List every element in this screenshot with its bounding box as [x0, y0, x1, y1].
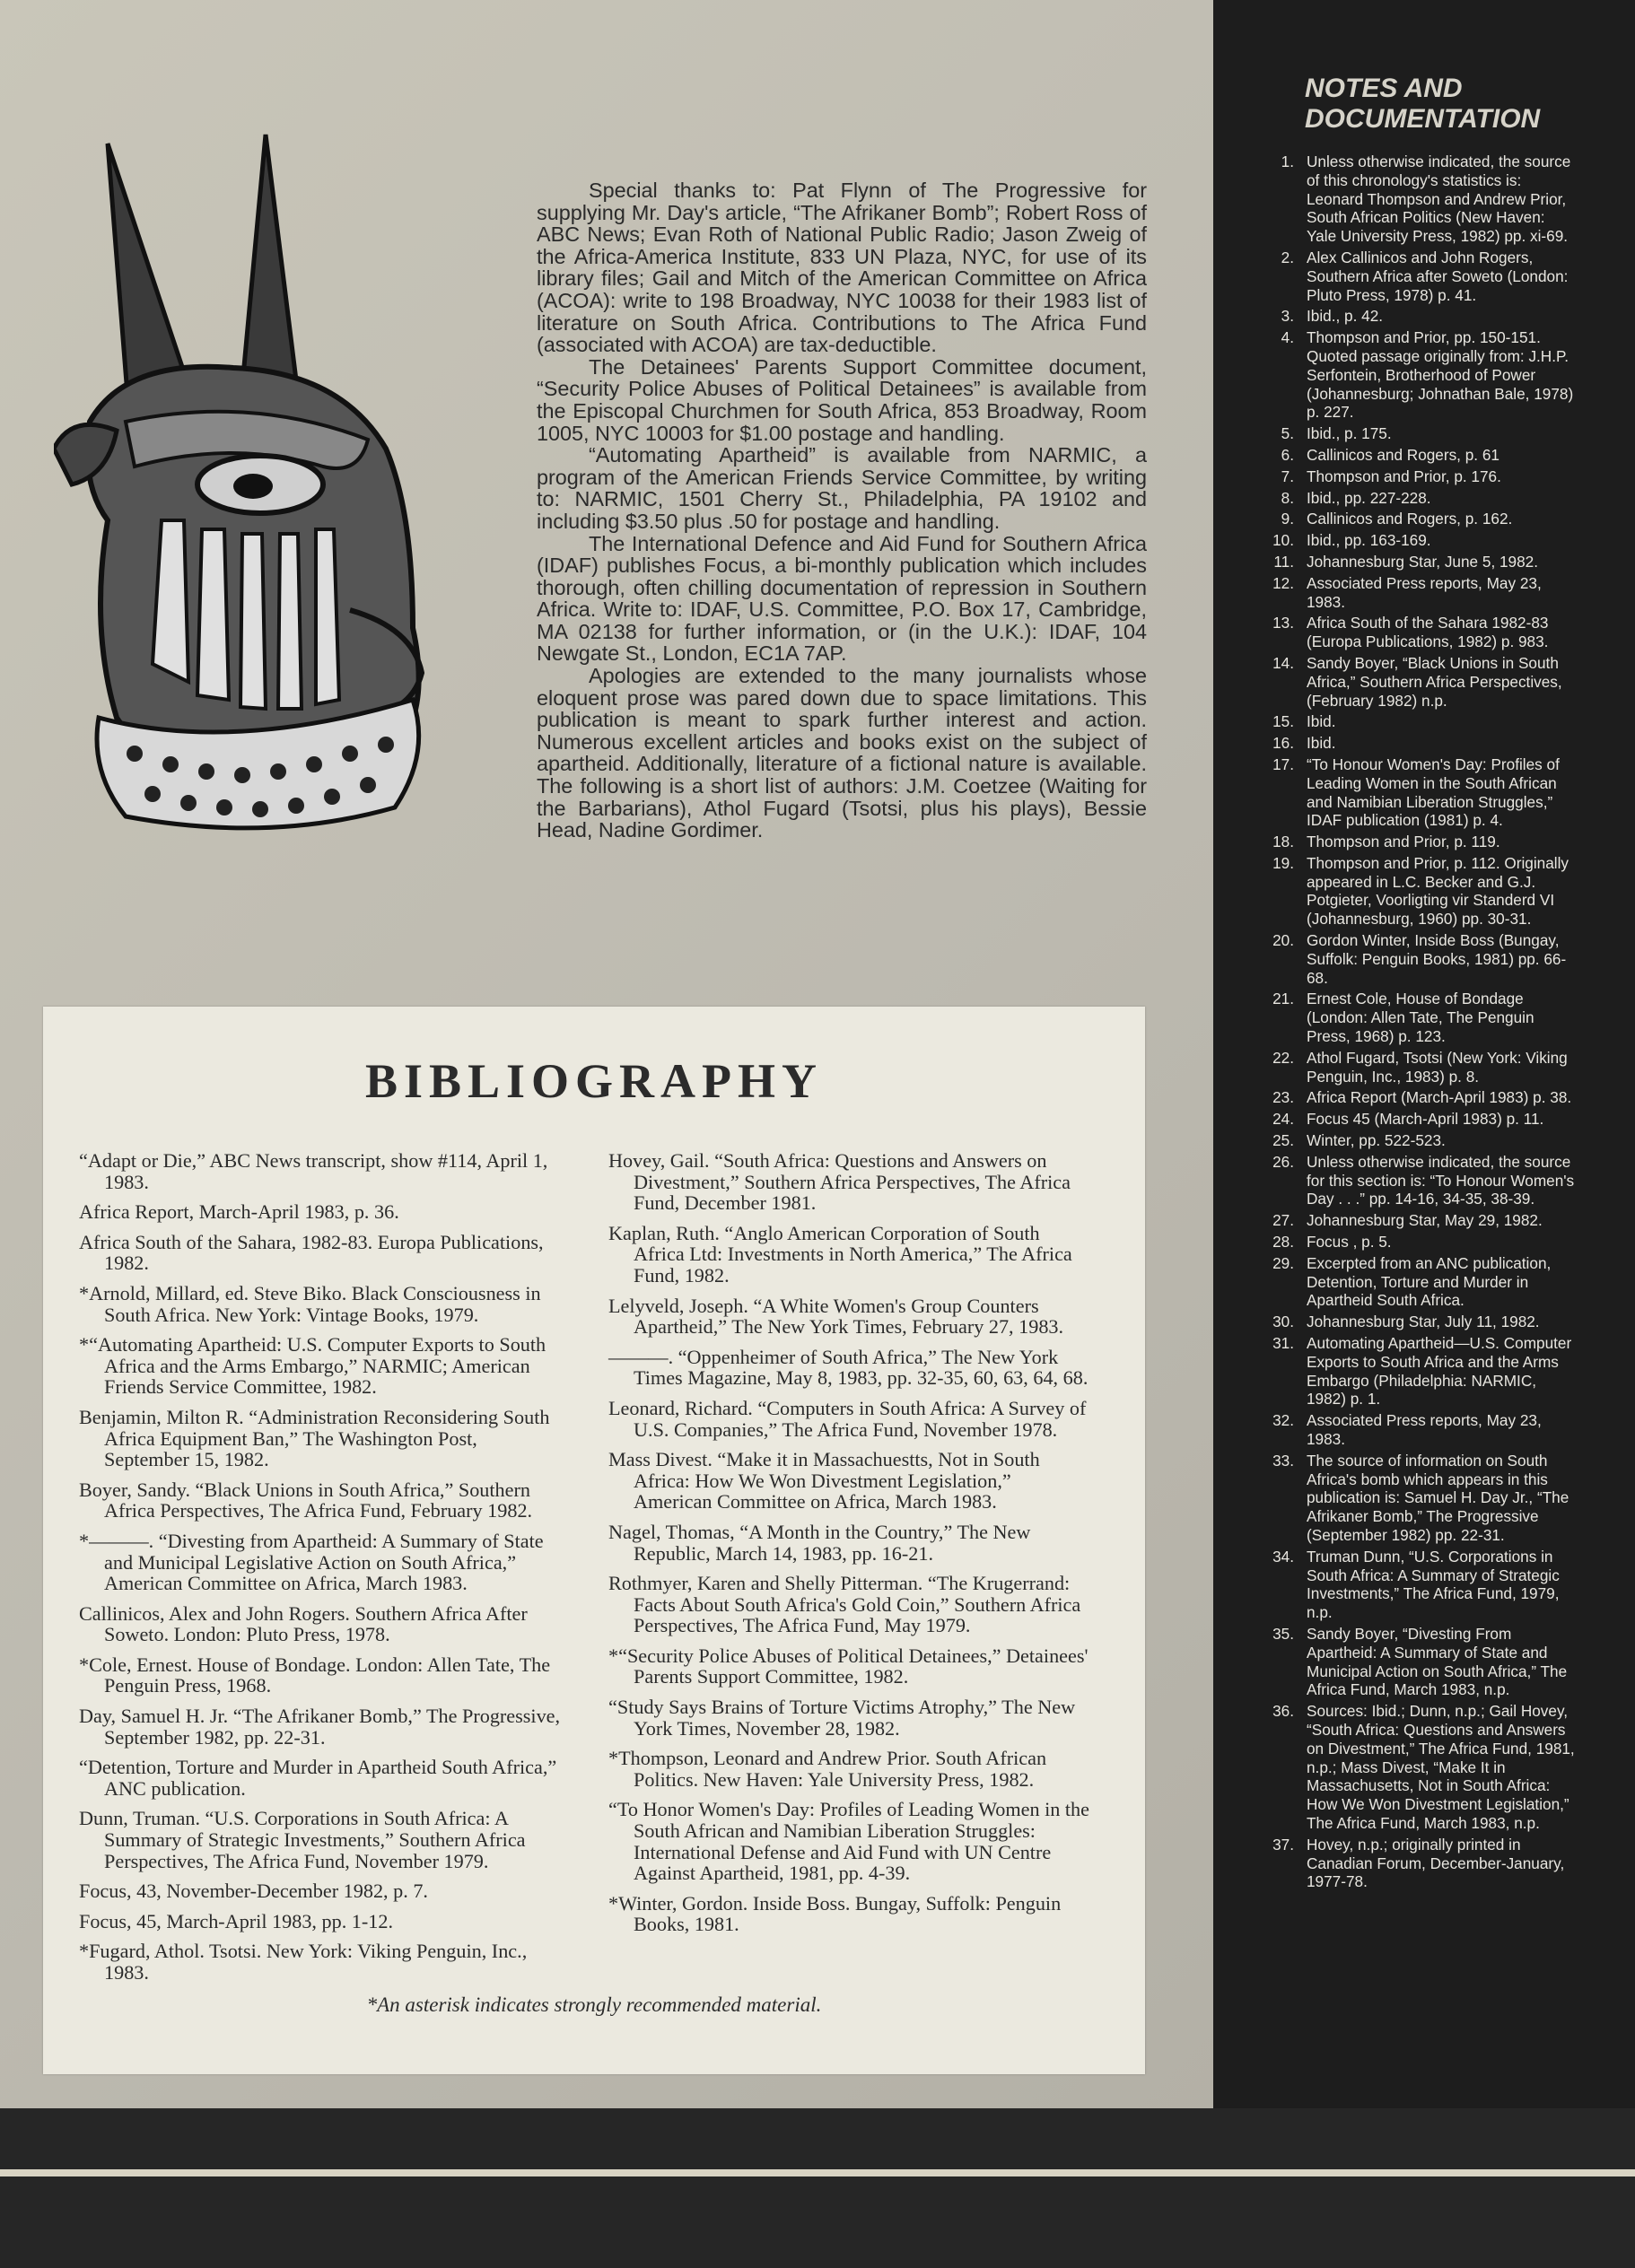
note-number: 14.	[1272, 653, 1294, 672]
bibliography-entry: Callinicos, Alex and John Rogers. Southern Africa After Soweto. London: Pluto Press, 1978.	[79, 1601, 528, 1646]
note-text: Johannesburg Star, June 5, 1982.	[1307, 552, 1539, 571]
note-number: 11.	[1273, 552, 1294, 571]
note-text: Africa South of the Sahara 1982-83 (Europa Publications, 1982) p. 983.	[1307, 614, 1549, 651]
note-text: Unless otherwise indicated, the source of this chronology's statistics is: Leonard Thompson and Andrew Prior, South African Politics (New Haven: Yale University Press, 1982) pp. xi-69.	[1307, 153, 1571, 246]
bibliography-entry: *“Security Police Abuses of Political Detainees,” Detainees' Parents Support Committee, 1982.	[608, 1644, 1089, 1688]
note-item	[1237, 489, 1578, 508]
bibliography-entry: *Cole, Ernest. House of Bondage. London: Allen Tate, The Penguin Press, 1968.	[79, 1653, 551, 1697]
note-text: Johannesburg Star, May 29, 1982.	[1307, 1211, 1543, 1230]
note-text: Associated Press reports, May 23, 1983.	[1307, 1411, 1542, 1448]
note-number: 27.	[1272, 1211, 1294, 1230]
bibliography-entry: *Winter, Gordon. Inside Boss. Bungay, Suffolk: Penguin Books, 1981.	[608, 1891, 1062, 1936]
notes-title: NOTES AND DOCUMENTATION	[1305, 74, 1541, 134]
note-item	[1237, 1110, 1578, 1129]
note-number: 25.	[1272, 1131, 1294, 1150]
note-text: Alex Callinicos and John Rogers, Southern Africa after Soweto (London: Pluto Press, 1978) p. 41.	[1307, 248, 1569, 304]
note-number: 6.	[1281, 445, 1294, 464]
note-number: 9.	[1281, 510, 1294, 528]
note-item	[1237, 1211, 1578, 1230]
thanks-paragraph: The Detainees' Parents Support Committee document, “Security Police Abuses of Political Detainees” is available from the Episcopal Churchmen for South Africa, 853 Broadway, Room 1005, NYC 10003 for $1.00 postage and handling.	[537, 354, 1147, 445]
note-number: 33.	[1272, 1451, 1294, 1470]
notes-documentation	[1237, 74, 1578, 1894]
note-item	[1237, 833, 1578, 851]
note-text: Hovey, n.p.; originally printed in Canadian Forum, December-January, 1977-78.	[1307, 1835, 1565, 1891]
bibliography-entry: “Study Says Brains of Torture Victims Atrophy,” The New York Times, November 28, 1982.	[608, 1696, 1076, 1740]
note-item	[1237, 1088, 1578, 1107]
bibliography-entry: Day, Samuel H. Jr. “The Afrikaner Bomb,” The Progressive, September 1982, pp. 22-31.	[79, 1705, 561, 1749]
note-number: 15.	[1272, 712, 1294, 731]
note-item	[1237, 1334, 1578, 1409]
note-text: Africa Report (March-April 1983) p. 38.	[1307, 1088, 1572, 1107]
note-item	[1237, 307, 1578, 326]
bibliography-panel	[43, 1007, 1145, 2074]
bibliography-entry: Mass Divest. “Make it in Massachuestts, Not in South Africa: How We Won Divestment Legislation,” American Committee on Africa, March 1983.	[608, 1448, 1040, 1513]
bibliography-entry: Nagel, Thomas, “A Month in the Country,” The New Republic, March 14, 1983, pp. 16-21.	[608, 1520, 1031, 1565]
bottom-shadow-band	[0, 2108, 1635, 2268]
note-number: 21.	[1272, 990, 1294, 1008]
page-edge-line	[0, 2169, 1635, 2176]
thanks-paragraph: Special thanks to: Pat Flynn of The Progressive for supplying Mr. Day's article, “The Afrikaner Bomb”; Robert Ross of ABC News; Evan Roth of National Public Radio; Jason Zweig of the Africa-America Institute, 833 UN Plaza, NYC, for use of its library files; Gail and Mitch of the American Committee on Africa (ACOA): write to 198 Broadway, NYC 10038 for their 1983 list of literature on South Africa. Contributions to The Africa Fund (associated with ACOA) are tax-deductible.	[537, 179, 1147, 357]
note-number: 5.	[1281, 424, 1294, 443]
note-number: 7.	[1281, 467, 1294, 485]
note-item	[1237, 1702, 1578, 1833]
bibliography-entry: *Thompson, Leonard and Andrew Prior. South African Politics. New Haven: Yale University Press, 1982.	[608, 1747, 1047, 1791]
bibliography-entry: Focus, 45, March-April 1983, pp. 1-12.	[79, 1909, 394, 1932]
note-text: Ibid., p. 175.	[1307, 424, 1392, 443]
note-number: 28.	[1272, 1233, 1294, 1252]
note-item	[1237, 712, 1578, 731]
note-item	[1237, 424, 1578, 443]
note-text: Sandy Boyer, “Black Unions in South Africa,” Southern Africa Perspectives, (February 1982) n.p.	[1307, 653, 1562, 710]
note-number: 12.	[1272, 573, 1294, 592]
note-number: 17.	[1272, 755, 1294, 773]
bibliography-entry: ———. “Oppenheimer of South Africa,” The New York Times Magazine, May 8, 1983, pp. 32-35, 60, 63, 64, 68.	[608, 1345, 1089, 1390]
note-text: Callinicos and Rogers, p. 162.	[1307, 510, 1513, 528]
note-text: Sandy Boyer, “Divesting From Apartheid: A Summary of State and Municipal Action on South Africa,” The Africa Fund, March 1983, n.p.	[1307, 1624, 1568, 1699]
thanks-paragraph: The International Defence and Aid Fund for Southern Africa (IDAF) publishes Focus, a bi-monthly publication which includes thorough, often chilling documentation of repression in Southern Africa. Write to: IDAF, U.S. Committee, P.O. Box 17, Cambridge, MA 02138 for further information, or (in the U.K.): IDAF, 104 Newgate St., London, EC1A 7AP.	[537, 531, 1147, 666]
note-number: 23.	[1272, 1088, 1294, 1107]
note-number: 31.	[1272, 1334, 1294, 1353]
note-number: 19.	[1272, 853, 1294, 872]
asterisk-footnote: *An asterisk indicates strongly recommended material.	[366, 1993, 822, 2016]
note-text: Thompson and Prior, p. 176.	[1307, 467, 1501, 485]
note-item	[1237, 1452, 1578, 1545]
note-text: Winter, pp. 522-523.	[1307, 1131, 1446, 1150]
thanks-paragraph: “Automating Apartheid” is available from NARMIC, a program of the American Friends Service Committee, by writing to: NARMIC, 1501 Cherry St., Philadelphia, PA 19102 and including $3.50 plus .50 for postage and handling.	[537, 443, 1147, 533]
bibliography-entry: “Adapt or Die,” ABC News transcript, show #114, April 1, 1983.	[79, 1149, 548, 1193]
bibliography-title: BIBLIOGRAPHY	[364, 1054, 824, 1108]
note-item	[1237, 1131, 1578, 1150]
note-item	[1237, 614, 1578, 651]
note-item	[1237, 1411, 1578, 1449]
note-number: 22.	[1272, 1048, 1294, 1067]
note-number: 1.	[1281, 153, 1294, 170]
note-number: 16.	[1272, 734, 1294, 753]
bibliography-entry: Africa South of the Sahara, 1982-83. Europa Publications, 1982.	[79, 1230, 544, 1275]
note-text: Thompson and Prior, pp. 150-151. Quoted passage originally from: J.H.P. Serfontein, Brotherhood of Power (Johannesburg; Johnathan Bale, 1978) p. 227.	[1307, 328, 1574, 422]
note-item	[1237, 1313, 1578, 1331]
bibliography-entry: *“Automating Apartheid: U.S. Computer Exports to South Africa and the Arms Embargo,” NARMIC; American Friends Service Committee, 1982.	[79, 1333, 546, 1399]
bibliography-entry: Leonard, Richard. “Computers in South Africa: A Survey of U.S. Companies,” The Africa Fund, November 1978.	[608, 1396, 1087, 1441]
note-number: 8.	[1281, 488, 1294, 507]
note-text: Callinicos and Rogers, p. 61	[1307, 445, 1499, 464]
note-item	[1237, 249, 1578, 304]
bibliography-left-column	[79, 1150, 564, 1993]
note-number: 32.	[1272, 1411, 1294, 1430]
note-item	[1237, 446, 1578, 465]
note-text: Ibid.	[1307, 712, 1336, 731]
note-text: Unless otherwise indicated, the source for this section is: “To Honour Women's Day . . .” pp. 14-16, 34-35, 38-39.	[1307, 1152, 1575, 1208]
note-text: Johannesburg Star, July 11, 1982.	[1307, 1313, 1540, 1331]
note-text: The source of information on South Africa's bomb which appears in this publication is: Samuel H. Day Jr., “The Afrikaner Bomb,” The Progressive (September 1982) pp. 22-31.	[1307, 1451, 1569, 1544]
note-item	[1237, 328, 1578, 422]
bibliography-right-column	[608, 1150, 1093, 1944]
note-number: 36.	[1272, 1702, 1294, 1721]
note-text: Truman Dunn, “U.S. Corporations in South Africa: A Summary of Strategic Investments,” The Africa Fund, 1979, n.p.	[1307, 1547, 1560, 1622]
thanks-paragraph: Apologies are extended to the many journalists whose eloquent prose was pared down due to space limitations. This publication is meant to spark further interest and action. Numerous excellent articles and books exist on the subject of apartheid. Additionally, literature of a fictional nature is available. The following is a short list of authors: J.M. Coetzee (Waiting for the Barbarians), Athol Fugard (Tsotsi, plus his plays), Bessie Head, Nadine Gordimer.	[537, 664, 1147, 842]
note-item	[1237, 931, 1578, 987]
bibliography-entry: Kaplan, Ruth. “Anglo American Corporation of South Africa Ltd: Investments in North America,” The Africa Fund, 1982.	[608, 1221, 1072, 1287]
note-number: 37.	[1272, 1835, 1294, 1854]
bibliography-entry: Dunn, Truman. “U.S. Corporations in South Africa: A Summary of Strategic Investments,” Southern Africa Perspectives, The Africa Fund, November 1979.	[79, 1807, 526, 1872]
note-number: 20.	[1272, 931, 1294, 950]
note-item	[1237, 1049, 1578, 1086]
bibliography-entry: *Arnold, Millard, ed. Steve Biko. Black Consciousness in South Africa. New York: Vintage Books, 1979.	[79, 1281, 541, 1326]
bibliography-entry: Hovey, Gail. “South Africa: Questions and Answers on Divestment,” Southern Africa Perspectives, The Africa Fund, December 1981.	[608, 1149, 1071, 1215]
note-text: Ernest Cole, House of Bondage (London: Allen Tate, The Penguin Press, 1968) p. 123.	[1307, 990, 1534, 1046]
bibliography-entry: Focus, 43, November-December 1982, p. 7.	[79, 1880, 428, 1903]
note-text: Ibid., pp. 163-169.	[1307, 531, 1431, 550]
bibliography-entry: Benjamin, Milton R. “Administration Reconsidering South Africa Equipment Ban,” The Washington Post, September 15, 1982.	[79, 1405, 550, 1471]
note-number: 2.	[1281, 248, 1294, 266]
bibliography-entry: Boyer, Sandy. “Black Unions in South Africa,” Southern Africa Perspectives, The Africa Fund, February 1982.	[79, 1478, 533, 1522]
note-text: Associated Press reports, May 23, 1983.	[1307, 573, 1542, 611]
note-item	[1237, 734, 1578, 753]
note-text: Ibid., pp. 227-228.	[1307, 488, 1431, 507]
note-text: Athol Fugard, Tsotsi (New York: Viking Penguin, Inc., 1983) p. 8.	[1307, 1048, 1568, 1086]
note-text: Focus 45 (March-April 1983) p. 11.	[1307, 1110, 1544, 1129]
note-item	[1237, 553, 1578, 571]
note-text: Automating Apartheid—U.S. Computer Exports to South Africa and the Arms Embargo (Philadelphia: NARMIC, 1982) p. 1.	[1307, 1334, 1572, 1409]
note-number: 29.	[1272, 1253, 1294, 1272]
note-number: 34.	[1272, 1547, 1294, 1566]
note-number: 4.	[1281, 328, 1294, 347]
bibliography-entry: *———. “Divesting from Apartheid: A Summary of State and Municipal Legislative Action on South Africa,” American Committee on Africa, March 1983.	[79, 1529, 544, 1595]
note-number: 30.	[1272, 1313, 1294, 1331]
note-item	[1237, 574, 1578, 612]
note-text: Excerpted from an ANC publication, Detention, Torture and Murder in Apartheid South Africa.	[1307, 1253, 1552, 1310]
note-item	[1237, 990, 1578, 1045]
note-item	[1237, 854, 1578, 929]
note-text: Focus , p. 5.	[1307, 1233, 1392, 1252]
note-text: Thompson and Prior, p. 119.	[1307, 833, 1500, 851]
acknowledgements-text	[537, 179, 1147, 842]
bibliography-entry: Rothmyer, Karen and Shelly Pitterman. “The Krugerrand: Facts About South Africa's Gold Coin,” Southern Africa Perspectives, The Africa Fund, May 1979.	[608, 1572, 1081, 1637]
note-number: 18.	[1272, 833, 1294, 851]
note-number: 26.	[1272, 1152, 1294, 1171]
note-item	[1237, 153, 1578, 246]
note-item	[1237, 467, 1578, 486]
note-item	[1237, 531, 1578, 550]
note-number: 10.	[1272, 531, 1294, 550]
note-item	[1237, 1625, 1578, 1699]
note-text: Ibid., p. 42.	[1307, 307, 1384, 326]
note-item	[1237, 1153, 1578, 1208]
note-item	[1237, 1836, 1578, 1891]
note-text: Gordon Winter, Inside Boss (Bungay, Suffolk: Penguin Books, 1981) pp. 66-68.	[1307, 931, 1567, 987]
note-item	[1237, 1233, 1578, 1252]
note-number: 24.	[1272, 1110, 1294, 1129]
note-number: 35.	[1272, 1624, 1294, 1643]
note-text: Ibid.	[1307, 734, 1336, 753]
bibliography-entry: “Detention, Torture and Murder in Apartheid South Africa,” ANC publication.	[79, 1756, 557, 1800]
note-number: 3.	[1281, 307, 1294, 326]
african-mask-illustration	[54, 126, 467, 843]
note-item	[1237, 1254, 1578, 1310]
bibliography-entry: “To Honor Women's Day: Profiles of Leading Women in the South African and Namibian Liberation Struggles: International Defense and Aid Fund with UN Centre Against Apartheid, 1981, pp. 4-39.	[608, 1798, 1089, 1885]
note-item	[1237, 1548, 1578, 1622]
notes-list	[1237, 153, 1578, 1891]
note-text: “To Honour Women's Day: Profiles of Leading Women in the South African and Namibian Liberation Struggles,” IDAF publication (1981) p. 4.	[1307, 755, 1560, 830]
note-item	[1237, 654, 1578, 710]
bibliography-entry: Lelyveld, Joseph. “A White Women's Group Counters Apartheid,” The New York Times, February 27, 1983.	[608, 1294, 1064, 1339]
bibliography-entry: *Fugard, Athol. Tsotsi. New York: Viking Penguin, Inc., 1983.	[79, 1940, 528, 1984]
note-item	[1237, 510, 1578, 528]
bibliography-entry: Africa Report, March-April 1983, p. 36.	[79, 1200, 399, 1224]
note-text: Thompson and Prior, p. 112. Originally appeared in L.C. Becker and G.J. Potgieter, Voorligting vir Standerd VI (Johannesburg, 1960) pp. 30-31.	[1307, 853, 1569, 929]
note-text: Sources: Ibid.; Dunn, n.p.; Gail Hovey, “South Africa: Questions and Answers on Divestment,” The Africa Fund, 1981, n.p.; Mass Divest, “Make It in Massachusetts, Not in South Africa: How We Won Divestment Legislation,” The Africa Fund, March 1983, n.p.	[1307, 1702, 1575, 1832]
note-number: 13.	[1272, 614, 1294, 632]
note-item	[1237, 755, 1578, 830]
